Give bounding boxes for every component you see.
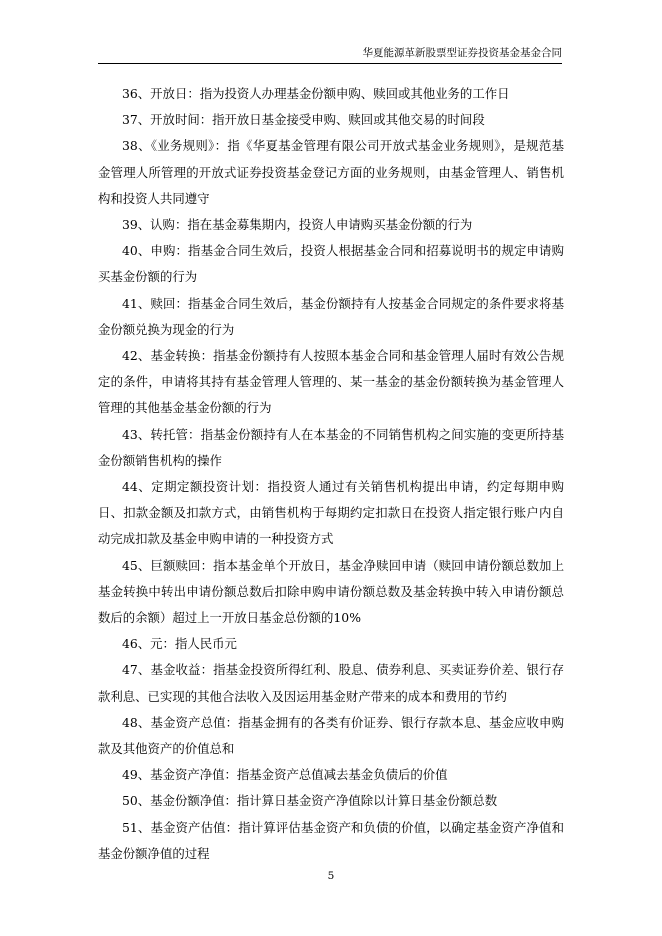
definition-paragraph: 51、基金资产估值：指计算评估基金资产和负债的价值，以确定基金资产净值和基金份额净值的过程 — [98, 819, 564, 861]
definition-paragraph: 37、开放时间：指开放日基金接受申购、赎回或其他交易的时间段 — [122, 112, 485, 128]
header-title: 华夏能源革新股票型证券投资基金基金合同 — [362, 47, 562, 59]
definition-paragraph: 40、申购：指基金合同生效后，投资人根据基金合同和招募说明书的规定申请购买基金份额的行为 — [98, 243, 564, 285]
definition-paragraph: 48、基金资产总值：指基金拥有的各类有价证券、银行存款本息、基金应收申购款及其他资产的价值总和 — [98, 714, 564, 757]
definition-paragraph: 41、赎回：指基金合同生效后，基金份额持有人按基金合同规定的条件要求将基金份额兑换为现金的行为 — [98, 295, 564, 337]
definition-paragraph: 47、基金收益：指基金投资所得红利、股息、债券利息、买卖证券价差、银行存款利息、已实现的其他合法收入及因运用基金财产带来的成本和费用的节约 — [98, 662, 564, 704]
definition-paragraph: 42、基金转换：指基金份额持有人按照本基金合同和基金管理人届时有效公告规定的条件，申请将其持有基金管理人管理的、某一基金的基金份额转换为基金管理人管理的其他基金基金份额的行为 — [98, 348, 564, 416]
header-divider — [98, 63, 562, 64]
definition-paragraph: 49、基金资产净值：指基金资产总值减去基金负债后的价值 — [122, 767, 448, 783]
definition-paragraph: 45、巨额赎回：指本基金单个开放日，基金净赎回申请（赎回申请份额总数加上基金转换中转出申请份额总数后扣除申购申请份额总数及基金转换中转入申请份额总数后的余额）超过上一开放日基金总份额的10% — [98, 557, 564, 626]
definition-paragraph: 46、元：指人民币元 — [122, 636, 237, 652]
definition-paragraph: 39、认购：指在基金募集期内，投资人申请购买基金份额的行为 — [122, 217, 473, 233]
definition-paragraph: 43、转托管：指基金份额持有人在本基金的不同销售机构之间实施的变更所持基金份额销售机构的操作 — [98, 426, 564, 468]
definition-paragraph: 36、开放日：指为投资人办理基金份额申购、赎回或其他业务的工作日 — [122, 86, 510, 101]
definition-paragraph: 50、基金份额净值：指计算日基金资产净值除以计算日基金份额总数 — [122, 793, 498, 809]
definition-paragraph: 38、《业务规则》：指《华夏基金管理有限公司开放式基金业务规则》，是规范基金管理人所管理的开放式证券投资基金登记方面的业务规则，由基金管理人、销售机构和投资人共同遵守 — [98, 138, 564, 206]
definitions-body — [98, 81, 564, 867]
page-number: 5 — [327, 870, 335, 882]
definition-paragraph: 44、定期定额投资计划：指投资人通过有关销售机构提出申请，约定每期申购日、扣款金额及扣款方式，由销售机构于每期约定扣款日在投资人指定银行账户内自动完成扣款及基金申购申请的一种投资方式 — [98, 479, 564, 547]
